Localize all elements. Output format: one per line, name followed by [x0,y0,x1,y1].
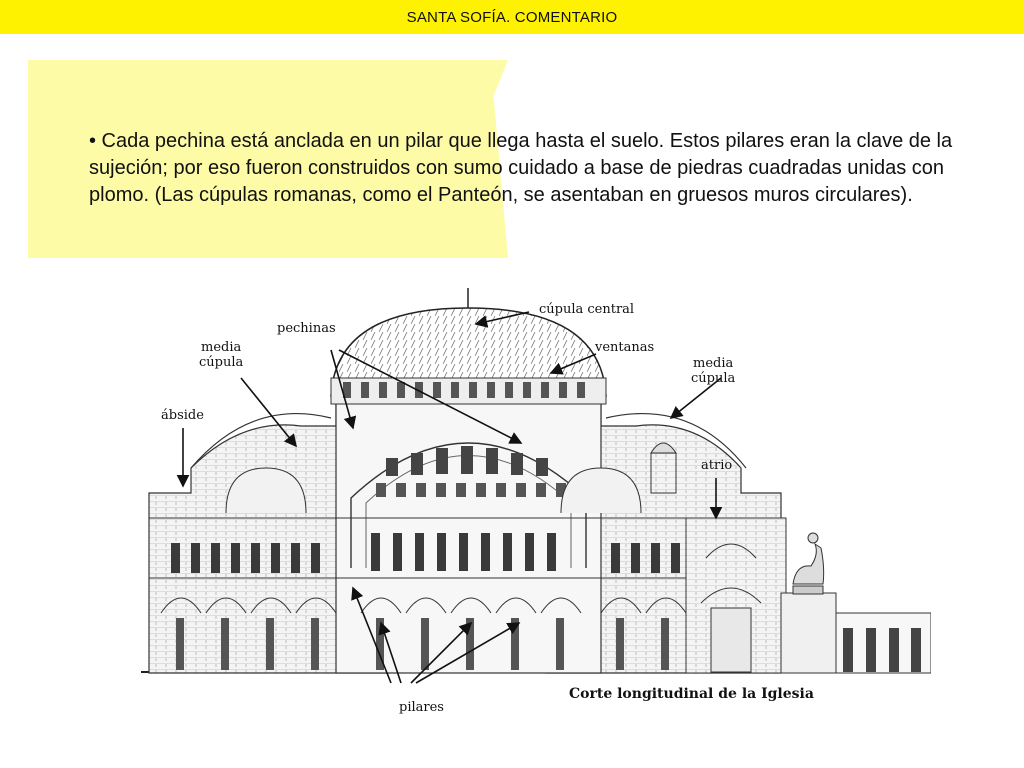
hagia-sophia-section-drawing [131,268,931,723]
label-abside: ábside [161,408,204,423]
figure-caption: Corte longitudinal de la Iglesia [569,686,814,702]
slide-title-bar [0,0,1024,34]
label-cupula-central: cúpula central [539,302,635,317]
label-pilares: pilares [399,700,444,715]
label-media-cupula-left: media cúpula [199,340,244,370]
label-media-cupula-right: media cúpula [691,356,736,386]
slide-title: SANTA SOFÍA. COMENTARIO [406,8,618,26]
label-atrio: atrio [701,458,733,473]
body-paragraph: • Cada pechina está anclada en un pilar que llega hasta el suelo. Estos pilares eran la clave de la sujeción; por eso fueron construidos con sumo cuidado a base de piedras cuadradas unidas con plomo. (Las cúpulas romanas, como el Panteón, se asentaban en gruesos muros circulares). [89,130,953,206]
label-pechinas: pechinas [277,321,336,336]
label-ventanas: ventanas [595,340,655,355]
cross-section-illustration [131,268,931,723]
